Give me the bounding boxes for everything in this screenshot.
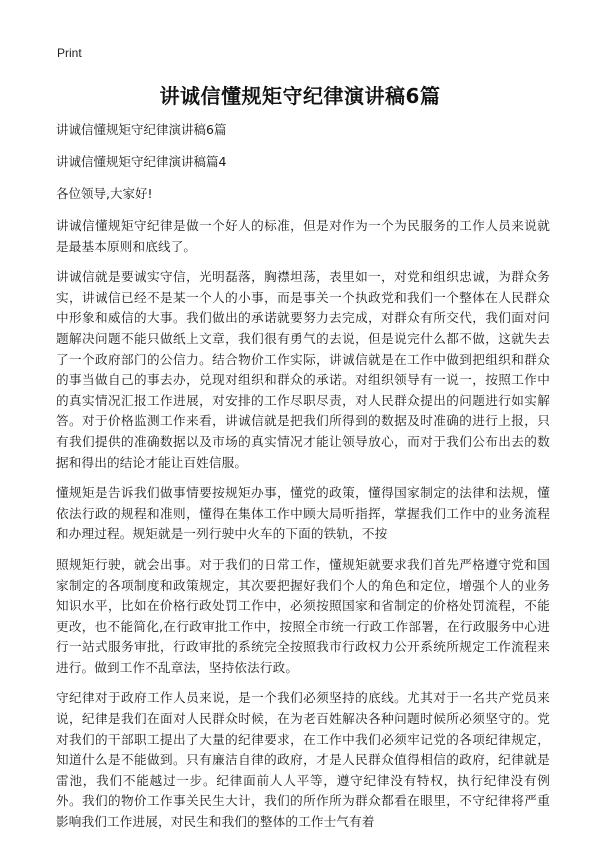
paragraph: 讲诚信懂规矩守纪律是做一个好人的标准，但是对作为一个为民服务的工作人员来说就是最基本原则和底线了。 (56, 218, 550, 254)
document-body (56, 120, 550, 843)
greeting: 各位领导,大家好! (56, 186, 153, 201)
print-link[interactable]: Print (57, 46, 82, 60)
paragraph: 守纪律对于政府工作人员来说，是一个我们必须坚持的底线。尤其对于一名共产党员来说，纪律是我们在面对人民群众时候，在为老百姓解决各种问题时候所必须坚守的。党对我们的干部职工提出了大量的纪律要求，在工作中我们必须牢记党的各项纪律规定，知道什么是不能做到。只有廉洁自律的政府，才是人民群众值得相信的政府，纪律就是雷池，我们不能越过一步。纪律面前人人平等，遵守纪律没有特权，执行纪律没有例外。我们的物价工作事关民生大计，我们的所作所为群众都看在眼里，不守纪律将严重影响我们工作进展，对民生和我们的整体的工作士气有着 (56, 690, 550, 830)
section-heading: 讲诚信懂规矩守纪律演讲稿篇4 (56, 154, 227, 169)
document-subtitle: 讲诚信懂规矩守纪律演讲稿6篇 (56, 122, 227, 137)
document-title: 讲诚信懂规矩守纪律演讲稿6篇 (159, 84, 441, 108)
paragraph: 讲诚信就是要诚实守信，光明磊落，胸襟坦荡，表里如一，对党和组织忠诚，为群众务实，讲诚信已经不是某一个人的小事，而是事关一个执政党和我们一个整体在人民群众中形象和威信的大事。我们做出的承诺就要努力去完成，对群众有所交代，我们面对问题解决问题不能只做纸上文章，我们很有勇气的去说，但是说完什么都不做，这就失去了一个政府部门的公信力。结合物价工作实际，讲诚信就是在工作中做到把组织和群众的事当做自己的事去办，兑现对组织和群众的承诺。对组织领导有一说一，按照工作中的真实情况汇报工作进展，对安排的工作尽职尽责，对人民群众提出的问题进行如实解答。对于价格监测工作来看，讲诚信就是把我们所得到的数据及时准确的进行上报，只有我们提供的准确数据以及市场的真实情况才能让领导放心，而对于我们公布出去的数据和得出的结论才能让百姓信服。 (56, 269, 550, 470)
paragraph: 照规矩行驶，就会出事。对于我们的日常工作，懂规矩就要求我们首先严格遵守党和国家制定的各项制度和政策规定，其次要把握好我们个人的角色和定位，增强个人的业务知识水平，比如在价格行政处罚工作中，必须按照国家和省制定的价格处罚流程，不能更改，也不能简化,在行政审批工作中，按照全市统一行政工作部署，在行政服务中心进行一站式服务审批，行政审批的系统完全按照我市行政权力公开系统所规定工作流程来进行。做到工作不乱章法，坚持依法行政。 (56, 556, 550, 675)
paragraph: 懂规矩是告诉我们做事情要按规矩办事，懂党的政策，懂得国家制定的法律和法规，懂依法行政的规程和准则，懂得在集体工作中顾大局听指挥，掌握我们工作中的业务流程和办理过程。规矩就是一列行驶中火车的下面的铁轨，不按 (56, 485, 550, 542)
